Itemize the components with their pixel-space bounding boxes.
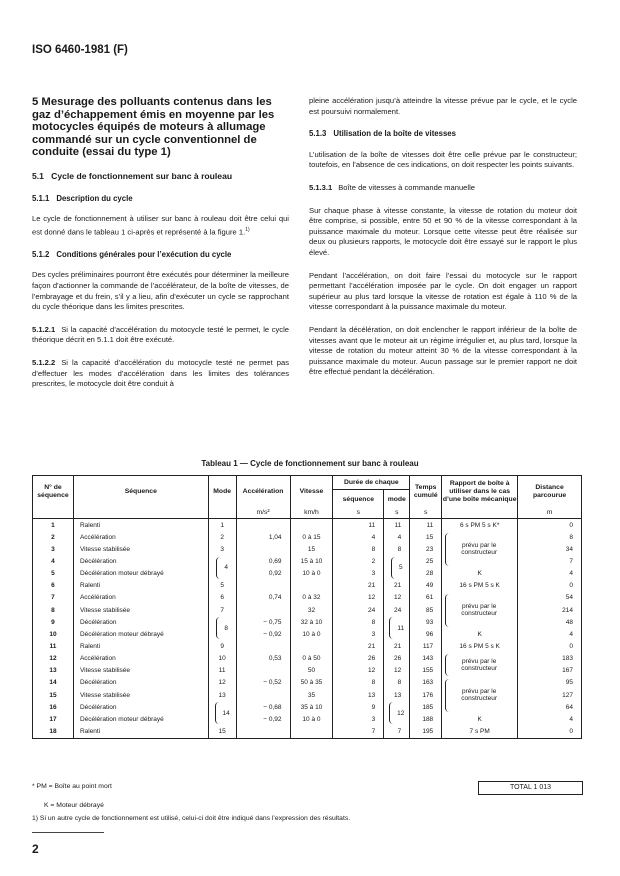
section-5-1-3-heading (309, 129, 577, 140)
merged-value: 12 (397, 709, 405, 717)
cell-speed (290, 580, 333, 592)
cell-gear: 16 s PM 5 s K (442, 580, 518, 592)
table-title: Tableau 1 — Cycle de fonctionnement sur banc à rouleau (201, 459, 419, 468)
cell-mode: 12 (208, 677, 236, 689)
merged-value: prévu par le constructeur (461, 688, 498, 703)
brace-icon (391, 557, 395, 579)
cell-duration-mode: 8 (384, 677, 410, 689)
cell-speed: 0 à 15 (290, 531, 333, 543)
cell-speed: 35 à 10 (290, 701, 333, 713)
section-number: 5.1.3 (309, 129, 327, 139)
cell-cumulative-time: 85 (410, 604, 442, 616)
cell-num: 5 (33, 568, 74, 580)
cell-sequence: Décélération (73, 701, 208, 713)
merged-value: 11 (397, 624, 405, 632)
cell-duration-mode: 8 (384, 543, 410, 555)
cell-duration-sequence: 12 (333, 665, 384, 677)
table-row (33, 653, 582, 665)
merged-value: 14 (222, 709, 230, 717)
cell-distance: 4 (518, 568, 582, 580)
cell-distance: 54 (518, 592, 582, 604)
cell-acceleration: − 0,75 (236, 616, 290, 628)
cell-sequence: Ralenti (73, 580, 208, 592)
note-pm: * PM = Boîte au point mort (32, 783, 112, 790)
cell-cumulative-time: 28 (410, 568, 442, 580)
table-row (33, 640, 582, 652)
cell-cumulative-time: 143 (410, 653, 442, 665)
cell-mode: 7 (208, 604, 236, 616)
cell-sequence: Vitesse stabilisée (73, 604, 208, 616)
cell-cumulative-time: 195 (410, 725, 442, 738)
cell-duration-sequence: 7 (333, 725, 384, 738)
cell-distance: 7 (518, 555, 582, 567)
cell-gear: K (442, 568, 518, 580)
section-5-heading: 5 Mesurage des polluants contenus dans les gaz d’échappement émis en moyenne par les motocycles équipés de moteurs à allumage commandé sur un cycle conventionnel de conduite (essai du type 1) (32, 96, 275, 159)
document-header: ISO 6460-1981 (F) (32, 44, 128, 56)
cell-distance: 48 (518, 616, 582, 628)
cell-acceleration (236, 725, 290, 738)
brace-icon (445, 533, 449, 566)
cell-sequence: Décélération (73, 616, 208, 628)
footnote-divider (32, 832, 104, 833)
header-duration-sequence: séquence (333, 490, 384, 505)
cell-acceleration: 1,04 (236, 531, 290, 543)
cell-num: 11 (33, 640, 74, 652)
section-number: 5.1.2.2 (32, 358, 56, 368)
section-number: 5.1.3.1 (309, 182, 333, 192)
cell-num: 9 (33, 616, 74, 628)
header-sequence: Séquence (73, 476, 208, 505)
cell-gear: 6 s PM 5 s K* (442, 519, 518, 532)
cell-distance: 95 (518, 677, 582, 689)
table-body (33, 519, 582, 739)
cell-acceleration (236, 665, 290, 677)
header-speed: Vitesse (290, 476, 333, 505)
cell-num: 16 (33, 701, 74, 713)
cell-speed (290, 519, 333, 532)
cell-cumulative-time: 155 (410, 665, 442, 677)
cell-num: 12 (33, 653, 74, 665)
cell-duration-sequence: 12 (333, 592, 384, 604)
section-5-1-2-text: Des cycles préliminaires pourront être exécutés pour déterminer la meilleure façon d’actionner la commande de l’accélérateur, de la boîte de vitesses, de l’embrayage et du frein, s’il y a lieu, afin d’exécuter un cycle se rapprochant du cycle théorique dans les limites prescrites. (32, 270, 289, 312)
section-5-1-1-heading (32, 194, 289, 205)
section-number: 5.1.1 (32, 193, 50, 203)
cell-speed: 0 à 50 (290, 653, 333, 665)
header-acceleration: Accélération (236, 476, 290, 505)
cell-duration-mode: 26 (384, 653, 410, 665)
cell-sequence: Accélération (73, 592, 208, 604)
cell-acceleration: − 0,52 (236, 677, 290, 689)
brace-icon (389, 617, 393, 639)
table-row (33, 725, 582, 738)
section-title: Conditions générales pour l’exécution du cycle (56, 249, 232, 259)
cell-duration-sequence: 9 (333, 701, 384, 713)
cell-speed: 0 à 32 (290, 592, 333, 604)
cell-cumulative-time: 93 (410, 616, 442, 628)
section-5-1-3-1-heading (309, 183, 577, 194)
cell-acceleration (236, 543, 290, 555)
cell-acceleration: − 0,92 (236, 713, 290, 725)
cell-speed: 10 à 0 (290, 713, 333, 725)
cell-num: 8 (33, 604, 74, 616)
cell-distance: 4 (518, 713, 582, 725)
right-column (309, 96, 577, 390)
cell-speed (290, 725, 333, 738)
section-title: Cycle de fonctionnement sur banc à rouleau (51, 170, 233, 181)
cell-gear-merged (442, 592, 518, 628)
cell-num: 7 (33, 592, 74, 604)
unit-distance: m (518, 504, 582, 519)
cell-distance: 64 (518, 701, 582, 713)
cell-acceleration: − 0,68 (236, 701, 290, 713)
section-5-1-2-2 (32, 358, 289, 390)
header-mode: Mode (208, 476, 236, 505)
cell-num: 13 (33, 665, 74, 677)
brace-icon (445, 654, 449, 676)
cell-sequence: Accélération (73, 653, 208, 665)
footnote-1: 1) Si un autre cycle de fonctionnement est utilisé, celui-ci doit être indiqué dans l’expression des résultats. (32, 815, 351, 822)
cell-acceleration: 0,69 (236, 555, 290, 567)
brace-icon (215, 702, 219, 724)
cell-gear: K (442, 628, 518, 640)
cell-distance: 4 (518, 628, 582, 640)
cell-acceleration: − 0,92 (236, 628, 290, 640)
merged-value: 4 (224, 564, 228, 572)
cell-sequence: Ralenti (73, 725, 208, 738)
cell-distance: 167 (518, 665, 582, 677)
header-cumulative-time: Temps cumulé (410, 476, 442, 505)
cell-num: 15 (33, 689, 74, 701)
merged-value: prévu par le constructeur (461, 603, 498, 618)
paragraph-text: Si la capacité d’accélération du motocycle testé ne permet pas d’effectuer les modes d’accélération dans les limites des tolérances prescrites, le motocycle doit être conduit à (32, 358, 289, 389)
section-number: 5.1.2.1 (32, 324, 56, 334)
unit-time: s (410, 504, 442, 519)
header-duration-mode: mode (384, 490, 410, 505)
cell-acceleration: 0,74 (236, 592, 290, 604)
continued-text: pleine accélération jusqu’à atteindre la vitesse prévue par le cycle, et le cycle est poursuivi normalement. (309, 96, 577, 116)
cell-duration-mode: 24 (384, 604, 410, 616)
cell-mode-merged (208, 701, 236, 725)
cell-gear: 7 s PM (442, 725, 518, 738)
section-5-1-3-text: L’utilisation de la boîte de vitesses doit être celle prévue par le constructeur; toutefois, en l’absence de ces indications, on doit respecter les points suivants. (309, 149, 577, 170)
cell-gear-merged (442, 653, 518, 677)
cell-distance: 8 (518, 531, 582, 543)
table-row (33, 592, 582, 604)
cell-cumulative-time: 23 (410, 543, 442, 555)
cell-cumulative-time: 61 (410, 592, 442, 604)
cell-cumulative-time: 49 (410, 580, 442, 592)
cell-speed: 15 (290, 543, 333, 555)
cell-duration-sequence: 24 (333, 604, 384, 616)
table-row (33, 568, 582, 580)
cell-cumulative-time: 117 (410, 640, 442, 652)
cell-mode: 11 (208, 665, 236, 677)
cell-mode: 6 (208, 592, 236, 604)
cell-duration-sequence: 3 (333, 568, 384, 580)
cell-duration-mode: 7 (384, 725, 410, 738)
cell-distance: 0 (518, 519, 582, 532)
header-duration: Durée de chaque (333, 476, 410, 490)
unit-speed: km/h (290, 504, 333, 519)
cell-speed: 50 à 35 (290, 677, 333, 689)
cell-duration-sequence: 2 (333, 555, 384, 567)
table-row (33, 628, 582, 640)
table-row (33, 713, 582, 725)
cell-cumulative-time: 25 (410, 555, 442, 567)
cell-duration-mode-merged (384, 616, 410, 640)
cell-cumulative-time: 163 (410, 677, 442, 689)
cell-speed: 50 (290, 665, 333, 677)
cell-duration-sequence: 8 (333, 616, 384, 628)
paragraph-text: Le cycle de fonctionnement à utiliser sur banc à rouleau doit être celui qui est donné dans le tableau 1 ci-après et représenté à la figure 1. (32, 214, 289, 237)
driving-cycle-table (32, 475, 582, 739)
cell-sequence: Vitesse stabilisée (73, 543, 208, 555)
cell-sequence: Vitesse stabilisée (73, 689, 208, 701)
section-5-1-heading (32, 171, 289, 182)
paragraph-text: Si la capacité d’accélération du motocycle testé le permet, le cycle théorique décrit en 5.1.1 doit être exécuté. (32, 324, 289, 345)
cell-duration-mode: 12 (384, 592, 410, 604)
cell-mode: 9 (208, 640, 236, 652)
cell-speed: 10 à 0 (290, 628, 333, 640)
cell-speed: 10 à 0 (290, 568, 333, 580)
cell-acceleration: 0,53 (236, 653, 290, 665)
cell-duration-mode: 12 (384, 665, 410, 677)
header-num: N° de séquence (33, 476, 74, 505)
note-k: K = Moteur débrayé (44, 802, 104, 809)
cell-mode: 10 (208, 653, 236, 665)
cell-distance: 183 (518, 653, 582, 665)
cell-num: 18 (33, 725, 74, 738)
cell-duration-sequence: 21 (333, 640, 384, 652)
cell-distance: 34 (518, 543, 582, 555)
unit-acceleration: m/s² (236, 504, 290, 519)
cell-mode: 3 (208, 543, 236, 555)
cell-duration-mode: 21 (384, 640, 410, 652)
section-title: Boîte de vitesses à commande manuelle (338, 182, 475, 192)
cell-gear: K (442, 713, 518, 725)
brace-icon (216, 557, 220, 579)
table-row (33, 580, 582, 592)
table-row (33, 531, 582, 543)
cell-sequence: Décélération (73, 677, 208, 689)
cell-num: 14 (33, 677, 74, 689)
cell-duration-mode: 11 (384, 519, 410, 532)
brace-icon (445, 679, 449, 712)
paragraph-deceleration: Pendant la décélération, on doit enclencher le rapport inférieur de la boîte de vitesses avant que le moteur ait un régime irrégulier et, au plus tard, lorsque la vitesse de rotation du moteur atteint 30 % de la vitesse correspondant à la puissance maximale du moteur. Aucun passage sur le premier rapport ne doit être effectué pendant la décélération. (309, 324, 577, 377)
cell-acceleration (236, 580, 290, 592)
cell-duration-sequence: 8 (333, 677, 384, 689)
cell-num: 1 (33, 519, 74, 532)
header-distance: Distance parcourue (518, 476, 582, 505)
cell-distance: 127 (518, 689, 582, 701)
footnote-ref: 1) (245, 226, 250, 233)
cell-gear-merged (442, 677, 518, 713)
cell-sequence: Décélération moteur débrayé (73, 628, 208, 640)
merged-value: 5 (398, 564, 403, 572)
cell-sequence: Décélération moteur débrayé (73, 568, 208, 580)
cell-num: 17 (33, 713, 74, 725)
cell-mode: 2 (208, 531, 236, 543)
cell-distance: 214 (518, 604, 582, 616)
section-5-1-2-1 (32, 325, 289, 346)
cell-acceleration (236, 689, 290, 701)
cell-cumulative-time: 96 (410, 628, 442, 640)
merged-value: 8 (224, 624, 228, 632)
section-number: 5.1.2 (32, 249, 50, 259)
cell-duration-mode-merged (384, 555, 410, 579)
cell-sequence: Décélération moteur débrayé (73, 713, 208, 725)
cell-mode-merged (208, 616, 236, 640)
cell-speed (290, 640, 333, 652)
cell-cumulative-time: 188 (410, 713, 442, 725)
cell-speed: 35 (290, 689, 333, 701)
cell-distance: 0 (518, 640, 582, 652)
table-row (33, 519, 582, 532)
header-gear-ratio: Rapport de boîte à utiliser dans le cas d’une boîte mécanique (442, 476, 518, 505)
cell-cumulative-time: 15 (410, 531, 442, 543)
cell-acceleration (236, 604, 290, 616)
cell-duration-sequence: 11 (333, 519, 384, 532)
table-row (33, 677, 582, 689)
brace-icon (445, 594, 449, 627)
cell-num: 6 (33, 580, 74, 592)
cell-mode-merged (208, 555, 236, 579)
cell-duration-sequence: 13 (333, 689, 384, 701)
cell-speed: 32 à 10 (290, 616, 333, 628)
cell-acceleration (236, 640, 290, 652)
section-title: Utilisation de la boîte de vitesses (333, 129, 456, 139)
cell-distance: 0 (518, 725, 582, 738)
cell-sequence: Vitesse stabilisée (73, 665, 208, 677)
cell-cumulative-time: 185 (410, 701, 442, 713)
cell-duration-mode: 21 (384, 580, 410, 592)
total-distance: TOTAL 1 013 (478, 781, 583, 795)
cell-mode: 5 (208, 580, 236, 592)
cell-speed: 32 (290, 604, 333, 616)
cell-sequence: Ralenti (73, 640, 208, 652)
cell-duration-mode: 4 (384, 531, 410, 543)
paragraph-constant-speed: Sur chaque phase à vitesse constante, la vitesse de rotation du moteur doit être comprise, si possible, entre 50 et 90 % de la vitesse correspondant à la puissance maximale du moteur. Lorsque cette vitesse peut être réalisée sur deux ou plusieurs rapports, le motocycle doit être essayé sur le rapport le plus élevé. (309, 205, 577, 257)
cell-mode: 15 (208, 725, 236, 738)
cell-sequence: Ralenti (73, 519, 208, 532)
cell-duration-sequence: 21 (333, 580, 384, 592)
cell-duration-sequence: 4 (333, 531, 384, 543)
merged-value: prévu par le constructeur (461, 542, 498, 557)
page-number: 2 (32, 842, 39, 856)
cell-gear: 16 s PM 5 s K (442, 640, 518, 652)
cell-num: 2 (33, 531, 74, 543)
cell-duration-sequence: 8 (333, 543, 384, 555)
cell-duration-mode: 13 (384, 689, 410, 701)
unit-duration-sequence: s (333, 504, 384, 519)
cell-duration-sequence: 26 (333, 653, 384, 665)
brace-icon (389, 702, 393, 724)
brace-icon (216, 617, 220, 639)
cell-acceleration (236, 519, 290, 532)
paragraph-acceleration: Pendant l’accélération, on doit faire l’essai du motocycle sur le rapport permettant l’accélération imposée par le cycle. On doit engager un rapport supérieur au plus tard lorsque la vitesse de rotation est égale à 110 % de la vitesse correspondant à la puissance maximale du moteur. (309, 270, 577, 312)
section-5-1-2-heading (32, 250, 289, 261)
cell-cumulative-time: 11 (410, 519, 442, 532)
cell-duration-sequence: 3 (333, 628, 384, 640)
cell-gear-merged (442, 531, 518, 567)
cell-num: 3 (33, 543, 74, 555)
cell-speed: 15 à 10 (290, 555, 333, 567)
cell-num: 10 (33, 628, 74, 640)
merged-value: prévu par le constructeur (461, 657, 498, 672)
cell-mode: 1 (208, 519, 236, 532)
cell-num: 4 (33, 555, 74, 567)
left-column (32, 96, 289, 402)
unit-duration-mode: s (384, 504, 410, 519)
section-5-1-1-text (32, 214, 289, 238)
cell-duration-sequence: 3 (333, 713, 384, 725)
cell-cumulative-time: 176 (410, 689, 442, 701)
cell-mode: 13 (208, 689, 236, 701)
cell-sequence: Accélération (73, 531, 208, 543)
cell-sequence: Décélération (73, 555, 208, 567)
cell-acceleration: 0,92 (236, 568, 290, 580)
cell-duration-mode-merged (384, 701, 410, 725)
section-number: 5.1 (32, 170, 44, 181)
cell-distance: 0 (518, 580, 582, 592)
section-title: Description du cycle (56, 193, 133, 203)
